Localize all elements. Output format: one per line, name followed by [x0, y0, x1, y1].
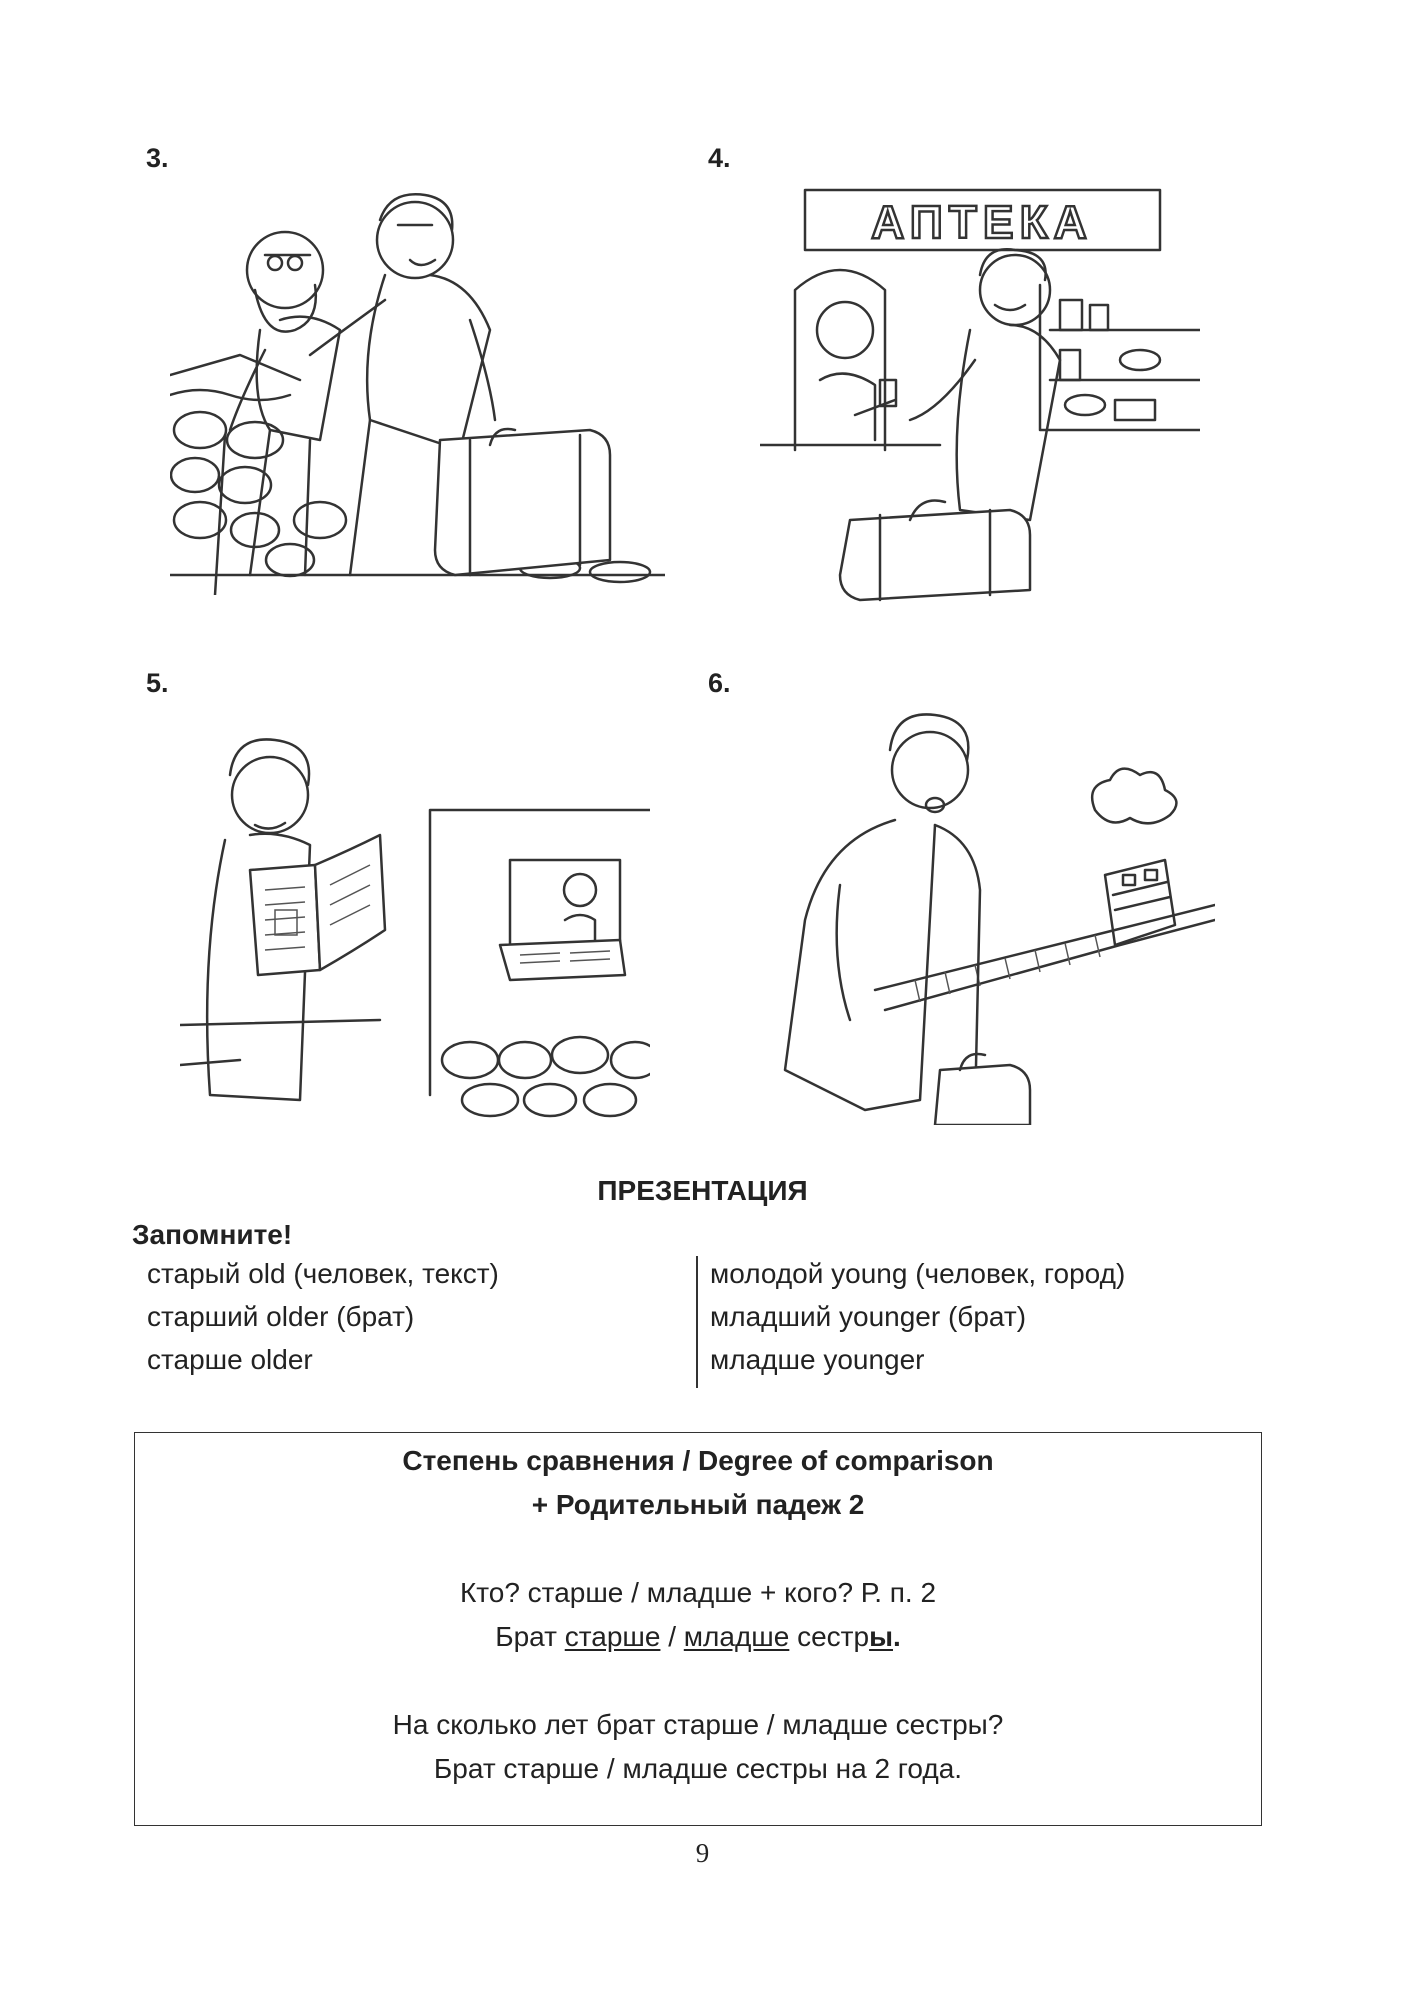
example-word1: Брат: [495, 1621, 565, 1652]
picture-number-6: 6.: [708, 668, 731, 698]
example-word2: сестр: [789, 1621, 870, 1652]
example-period: .: [893, 1621, 901, 1652]
illustration-helping-old-man: [170, 180, 665, 595]
picture-number-3: 3.: [146, 143, 169, 173]
grammar-rule-box: [134, 1432, 1262, 1826]
rule-answer: Брат старше / младше сестры на 2 года.: [433, 1753, 963, 1784]
vocab-item: старше older: [147, 1344, 313, 1375]
vocab-item: старший older (брат): [147, 1301, 415, 1332]
illustration-train-station: [745, 690, 1215, 1125]
illustration-newspaper-kiosk: [180, 705, 650, 1125]
vocab-item: младший younger (брат): [710, 1301, 1027, 1332]
vocab-item: младше younger: [710, 1344, 925, 1375]
pharmacy-sign: АПТЕКА: [871, 196, 1093, 248]
presentation-title: ПРЕЗЕНТАЦИЯ: [597, 1175, 808, 1206]
vocab-right-column: [710, 1252, 1125, 1381]
picture-number-5: 5.: [146, 668, 169, 698]
picture-number-4: 4.: [708, 143, 731, 173]
example-ending: ы: [869, 1621, 893, 1652]
example-underlined-older: старше: [564, 1621, 661, 1652]
rule-title-line1: Степень сравнения / Degree of comparison: [402, 1445, 994, 1476]
page-number: 9: [695, 1838, 710, 1868]
rule-question: На сколько лет брат старше / младше сестры?: [392, 1709, 1004, 1740]
vocab-item: молодой young (человек, город): [710, 1258, 1126, 1289]
rule-example: [135, 1615, 1261, 1659]
rule-formula: Кто? старше / младше + кого? Р. п. 2: [459, 1577, 937, 1608]
example-separator: /: [660, 1621, 684, 1652]
column-divider: [696, 1256, 698, 1388]
rule-title-line2: + Родительный падеж 2: [531, 1489, 865, 1520]
example-underlined-younger: младше: [683, 1621, 790, 1652]
vocab-left-column: [147, 1252, 499, 1381]
vocab-item: старый old (человек, текст): [147, 1258, 499, 1289]
illustration-pharmacy: [760, 180, 1200, 610]
remember-heading: Запомните!: [132, 1219, 293, 1250]
